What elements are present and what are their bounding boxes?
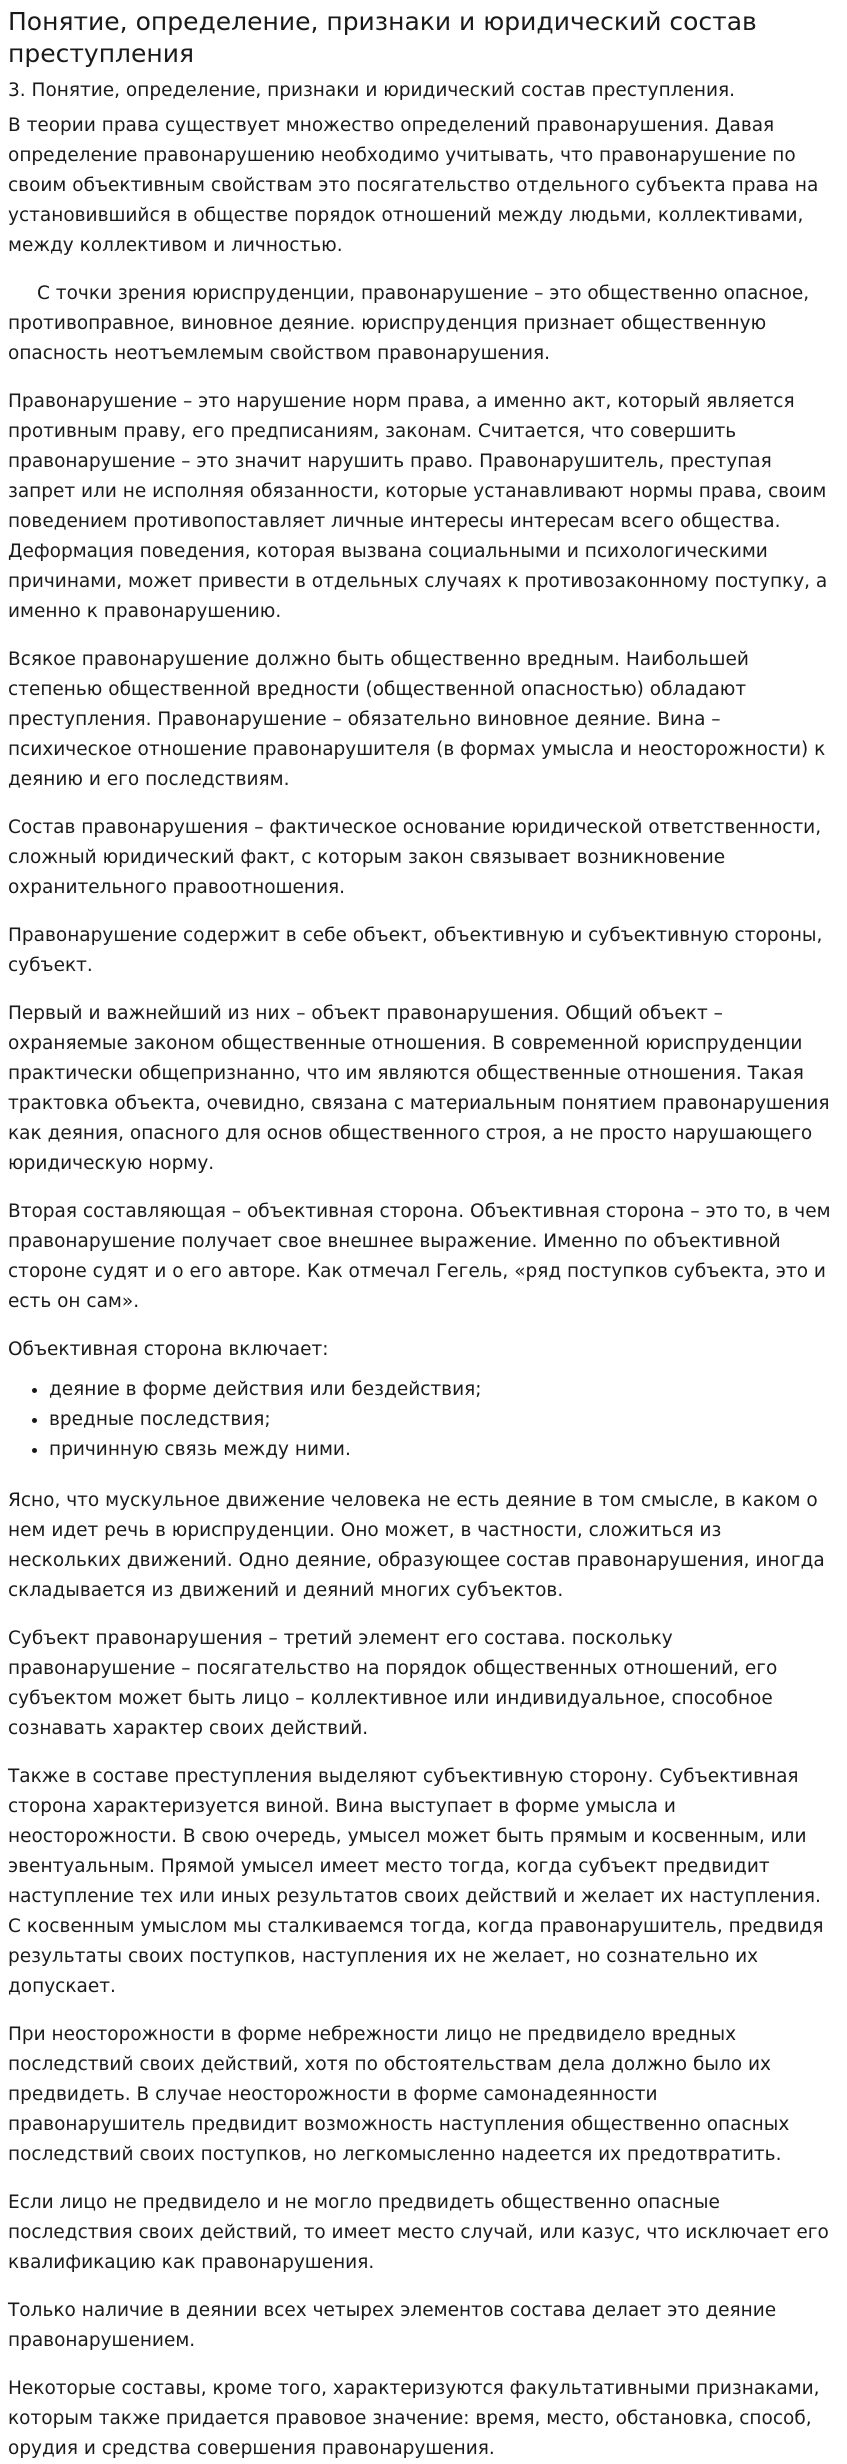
paragraph: Ясно, что мускульное движение человека не есть деяние в том смысле, в каком о нем идет речь в юриспруденции. Оно может, в частности, сложиться из нескольких движений. Одно деяние, образующее состав правонарушения, иногда складывается из движений и деяний многих субъектов.: [8, 1490, 825, 1601]
paragraph: Некоторые составы, кроме того, характеризуются факультативными признаками, которым также придается правовое значение: время, место, обстановка, способ, орудия и средства совершения правонарушения.: [8, 2378, 820, 2459]
objective-side-list: [8, 1375, 839, 1465]
section-subtitle: 3. Понятие, определение, признаки и юридический состав преступления.: [8, 80, 736, 101]
paragraph: Субъект правонарушения – третий элемент его состава. поскольку правонарушение – посягательство на порядок общественных отношений, его субъектом может быть лицо – коллективное или индивидуальное, способное сознавать характер своих действий.: [8, 1628, 778, 1739]
paragraph: Всякое правонарушение должно быть общественно вредным. Наибольшей степенью общественной вредности (общественной опасностью) обладают преступления. Правонарушение – обязательно виновное деяние. Вина – психическое отношение правонарушителя (в формах умысла и неосторожности) к деянию и его последствиям.: [8, 649, 826, 790]
paragraph: Правонарушение содержит в себе объект, объективную и субъективную стороны, субъект.: [8, 925, 823, 976]
list-item: • деяние в форме действия или бездействия;: [49, 1375, 839, 1405]
paragraph: Также в составе преступления выделяют субъективную сторону. Субъективная сторона характеризуется виной. Вина выступает в форме умысла и неосторожности. В свою очередь, умысел может быть прямым и косвенным, или эвентуальным. Прямой умысел имеет место тогда, когда субъект предвидит наступление тех или иных результатов своих действий и желает их наступления. С косвенным умыслом мы сталкиваемся тогда, когда правонарушитель, предвидя результаты своих поступков, наступления их не желает, но сознательно их допускает.: [8, 1766, 824, 1997]
list-item: • вредные последствия;: [49, 1405, 839, 1435]
paragraph: Состав правонарушения – фактическое основание юридической ответственности, сложный юридический факт, с которым закон связывает возникновение охранительного правоотношения.: [8, 817, 822, 898]
paragraph: С точки зрения юриспруденции, правонарушение – это общественно опасное, противоправное, виновное деяние. юриспруденция признает общественную опасность неотъемлемым свойством правонарушения.: [8, 283, 810, 364]
paragraph: Вторая составляющая – объективная сторона. Объективная сторона – это то, в чем правонарушение получает свое внешнее выражение. Именно по объективной стороне судят и о его авторе. Как отмечал Гегель, «ряд поступков субъекта, это и есть он сам».: [8, 1201, 831, 1312]
paragraph: Если лицо не предвидело и не могло предвидеть общественно опасные последствия своих действий, то имеет место случай, или казус, что исключает его квалификацию как правонарушения.: [8, 2192, 829, 2273]
page-title: Понятие, определение, признаки и юридический состав преступления: [8, 7, 757, 68]
paragraph: При неосторожности в форме небрежности лицо не предвидело вредных последствий своих действий, хотя по обстоятельствам дела должно было их предвидеть. В случае неосторожности в форме самонадеянности правонарушитель предвидит возможность наступления общественно опасных последствий своих поступков, но легкомысленно надеется их предотвратить.: [8, 2024, 790, 2165]
paragraph: Первый и важнейший из них – объект правонарушения. Общий объект – охраняемые законом общественные отношения. В современной юриспруденции практически общепризнанно, что им являются общественные отношения. Такая трактовка объекта, очевидно, связана с материальным понятием правонарушения как деяния, опасного для основ общественного строя, а не просто нарушающего юридическую норму.: [8, 1003, 830, 1174]
paragraph: Правонарушение – это нарушение норм права, а именно акт, который является противным праву, его предписаниям, законам. Считается, что совершить правонарушение – это значит нарушить право. Правонарушитель, преступая запрет или не исполняя обязанности, которые устанавливают нормы права, своим поведением противопоставляет личные интересы интересам всего общества. Деформация поведения, которая вызвана социальными и психологическими причинами, может привести в отдельных случаях к противозаконному поступку, а именно к правонарушению.: [8, 391, 828, 622]
list-item: • причинную связь между ними.: [49, 1435, 839, 1465]
paragraph: Только наличие в деянии всех четырех элементов состава делает это деяние правонарушением.: [8, 2300, 777, 2351]
paragraph: Объективная сторона включает:: [8, 1339, 329, 1360]
paragraph: В теории права существует множество определений правонарушения. Давая определение правонарушению необходимо учитывать, что правонарушение по своим объективным свойствам это посягательство отдельного субъекта права на установившийся в обществе порядок отношений между людьми, коллективами, между коллективом и личностью.: [8, 115, 819, 256]
article-body: [8, 111, 839, 2464]
